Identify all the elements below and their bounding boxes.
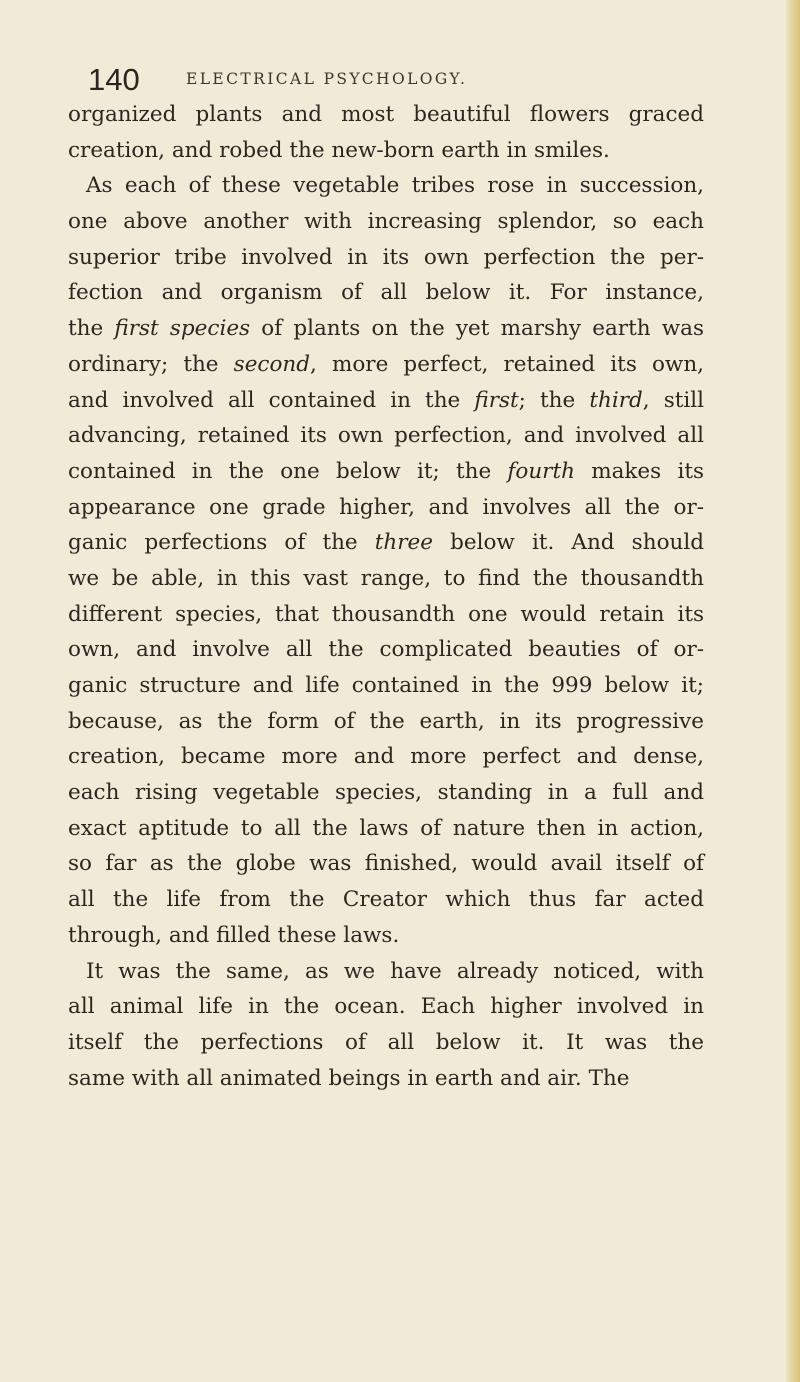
text-segment: we be able, in this vast range, to find the thousandth xyxy=(68,565,704,591)
italic-segment: three xyxy=(374,530,433,556)
text-line xyxy=(68,561,704,597)
text-segment: organized plants and most beautiful flowers graced xyxy=(68,102,704,127)
text-line xyxy=(68,597,704,633)
italic-segment: third xyxy=(589,387,643,413)
page-header xyxy=(88,64,708,96)
text-line xyxy=(68,882,704,918)
text-segment: same with all animated beings in earth and air. The xyxy=(68,1065,630,1091)
text-segment: It was the same, as we have already noticed, with xyxy=(86,958,704,984)
text-line xyxy=(68,775,704,811)
italic-segment: second xyxy=(233,351,311,377)
text-segment: because, as the form of the earth, in its progressive xyxy=(68,708,704,734)
text-segment: creation, and robed the new-born earth in smiles. xyxy=(68,137,610,163)
text-line xyxy=(68,989,704,1025)
text-segment: exact aptitude to all the laws of nature then in action, xyxy=(68,815,704,841)
italic-segment: first species xyxy=(114,316,251,342)
text-line xyxy=(68,739,704,775)
text-line xyxy=(68,133,704,169)
text-segment: advancing, retained its own perfection, and involved all xyxy=(68,423,704,449)
text-line xyxy=(68,918,704,954)
italic-segment: fourth xyxy=(507,458,575,484)
text-line xyxy=(68,311,704,347)
text-line xyxy=(68,383,704,419)
text-line xyxy=(68,418,704,454)
text-segment: ganic structure and life contained in the 999 below it; xyxy=(68,673,704,698)
text-segment: , more perfect, retained its own, xyxy=(310,351,705,377)
text-line xyxy=(68,668,704,704)
text-line xyxy=(68,275,704,311)
text-segment: ordinary; the xyxy=(68,351,234,377)
text-segment: superior tribe involved in its own perfection the per- xyxy=(68,244,704,270)
text-segment: ganic perfections of the xyxy=(68,530,375,556)
text-segment: fection and organism of all below it. For instance, xyxy=(68,280,704,306)
text-line xyxy=(68,632,704,668)
page-edge xyxy=(786,0,800,1382)
page-number: 140 xyxy=(88,62,140,97)
text-segment: each rising vegetable species, standing in a full and xyxy=(68,780,704,806)
text-segment: different species, that thousandth one would retain its xyxy=(68,601,704,627)
text-segment: appearance one grade higher, and involves all the or- xyxy=(68,494,704,520)
text-line xyxy=(68,954,704,990)
text-segment: itself the perfections of all below it. It was the xyxy=(68,1029,704,1055)
text-line xyxy=(68,204,704,240)
text-segment: through, and filled these laws. xyxy=(68,922,400,948)
running-head: ELECTRICAL PSYCHOLOGY. xyxy=(186,70,468,88)
text-segment: own, and involve all the complicated beauties of or- xyxy=(68,637,704,663)
body-text xyxy=(68,97,704,1096)
text-line xyxy=(68,168,704,204)
text-segment: creation, became more and more perfect and dense, xyxy=(68,744,704,770)
text-segment: , still xyxy=(642,387,704,413)
text-segment: ; the xyxy=(518,387,590,413)
text-line xyxy=(68,97,704,133)
text-segment: all the life from the Creator which thus far acted xyxy=(68,887,704,913)
text-segment: so far as the globe was finished, would avail itself of xyxy=(68,851,704,877)
text-line xyxy=(68,704,704,740)
text-segment: all animal life in the ocean. Each higher involved in xyxy=(68,994,704,1020)
text-segment: below it. And should xyxy=(433,530,704,556)
text-segment: the xyxy=(68,316,115,342)
text-line xyxy=(68,490,704,526)
text-segment: makes its xyxy=(574,458,704,484)
text-segment: As each of these vegetable tribes rose in succession, xyxy=(86,173,704,199)
text-line xyxy=(68,811,704,847)
text-line xyxy=(68,240,704,276)
text-segment: of plants on the yet marshy earth was xyxy=(250,316,705,342)
text-segment: one above another with increasing splendor, so each xyxy=(68,209,704,235)
text-line xyxy=(68,1025,704,1061)
text-line xyxy=(68,1061,704,1097)
text-line xyxy=(68,525,704,561)
text-line xyxy=(68,347,704,383)
text-segment: contained in the one below it; the xyxy=(68,458,508,484)
text-segment: and involved all contained in the xyxy=(68,387,475,413)
text-line xyxy=(68,846,704,882)
text-line xyxy=(68,454,704,490)
italic-segment: first xyxy=(474,387,519,413)
